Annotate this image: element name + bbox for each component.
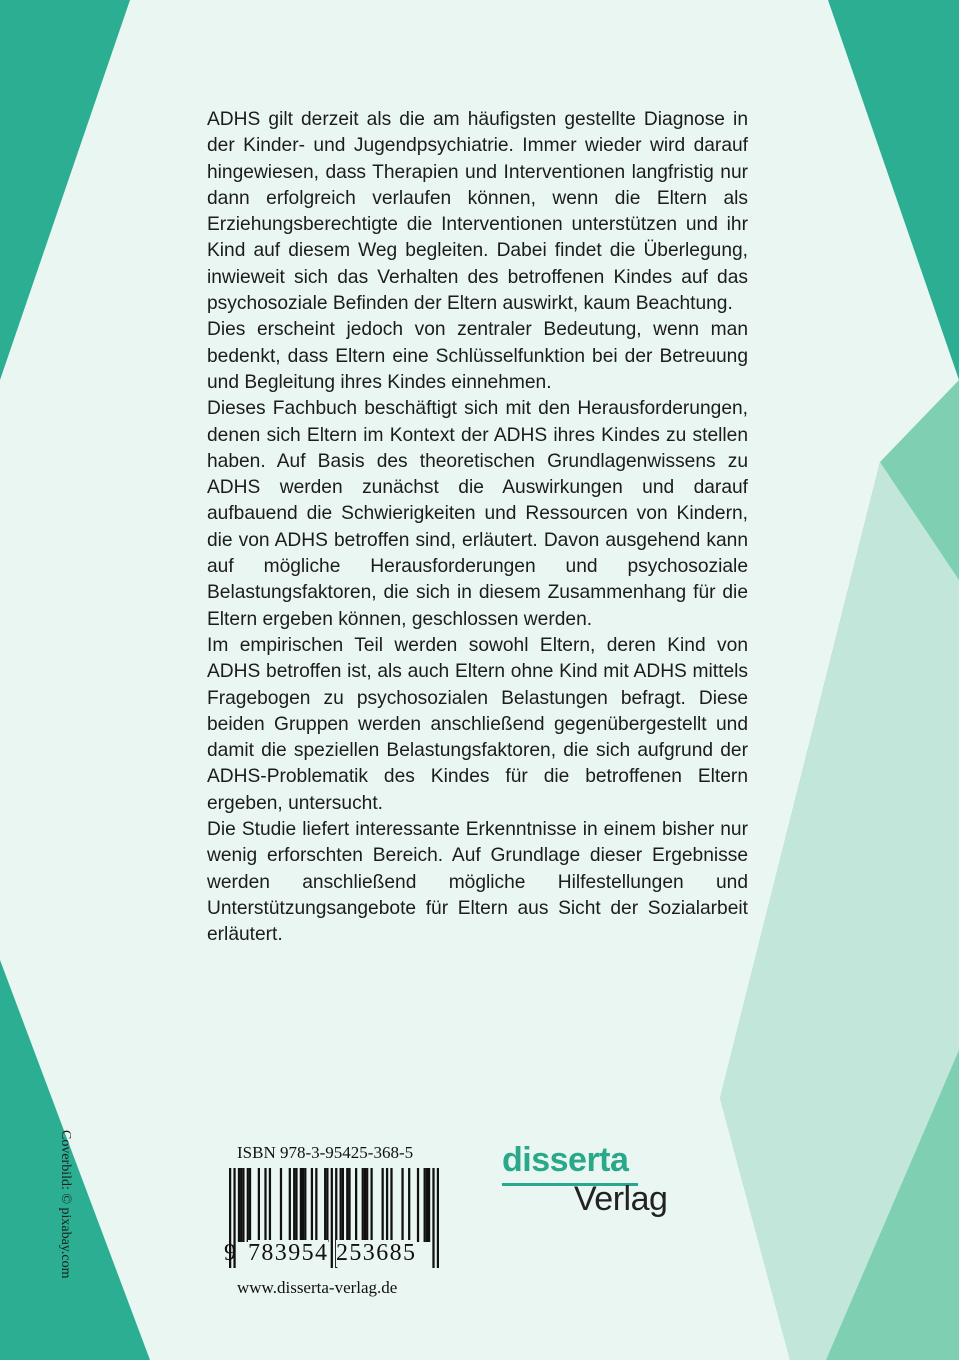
blurb-paragraph: Die Studie liefert interessante Erkenntnisse in einem bisher nur wenig erforschten Bereich. Auf Grundlage dieser Ergebnisse werden anschließend mögliche Hilfestellungen und Unterstützungsangebote für Eltern aus Sicht der Sozialarbeit erläutert.: [207, 819, 748, 946]
barcode-right-group: 253685: [336, 1240, 417, 1266]
isbn-label: ISBN 978-3-95425-368-5: [237, 1143, 414, 1162]
barcode-bar: [362, 1168, 364, 1242]
barcode-bar: [324, 1168, 326, 1242]
blurb-paragraph: Im empirischen Teil werden sowohl Eltern, deren Kind von ADHS betroffen ist, als auch Eltern ohne Kind mit ADHS mittels Fragebogen zu psychosozialen Belastungen befragt. Diese beiden Gruppen werden anschließend gegenübergestellt und damit die speziellen Belastungsfaktoren, die sich aufgrund der ADHS-Problematik des Kindes für die betroffenen Eltern ergeben, untersucht.: [207, 634, 748, 814]
publisher-logo-disserta: disserta: [502, 1141, 629, 1179]
barcode-bar: [258, 1168, 260, 1242]
barcode-bar: [342, 1168, 344, 1242]
cover-image-credit: Coverbild: © pixabay.com: [58, 1130, 73, 1279]
barcode-bar: [280, 1168, 282, 1242]
barcode-bar: [311, 1168, 313, 1242]
barcode-bar: [386, 1168, 388, 1242]
barcode-bar: [315, 1168, 317, 1242]
barcode-bar: [424, 1168, 426, 1242]
barcode-bar: [408, 1168, 410, 1242]
blurb-paragraph: Dies erscheint jedoch von zentraler Bedeutung, wenn man bedenkt, dass Eltern eine Schlüsselfunktion bei der Betreuung und Begleitung ihres Kindes einnehmen.: [207, 319, 748, 393]
barcode-bar: [340, 1168, 342, 1242]
back-cover-blurb: [207, 107, 748, 949]
barcode-first-digit: 9: [224, 1240, 236, 1266]
barcode-bar: [249, 1168, 251, 1242]
barcode-bar: [382, 1168, 384, 1242]
barcode-bar: [240, 1168, 242, 1242]
barcode-bar: [300, 1168, 302, 1242]
barcode-bar: [364, 1168, 366, 1242]
barcode-bar: [289, 1168, 291, 1242]
barcode-bar: [355, 1168, 357, 1242]
barcode-bar: [269, 1168, 271, 1242]
barcode-bar: [247, 1168, 249, 1242]
barcode-bar: [264, 1168, 266, 1242]
barcode-bar: [417, 1168, 419, 1242]
barcode-bar: [348, 1168, 350, 1242]
barcode-bar: [390, 1168, 392, 1242]
barcode-bar: [370, 1168, 372, 1242]
barcode-bar: [326, 1168, 328, 1242]
barcode-bar: [437, 1168, 439, 1268]
publisher-logo-verlag: Verlag: [574, 1180, 668, 1218]
barcode-bar: [302, 1168, 304, 1242]
barcode-bar: [295, 1168, 297, 1242]
barcode-bar: [238, 1168, 240, 1242]
barcode-bar: [366, 1168, 368, 1242]
barcode-bar: [304, 1168, 306, 1242]
barcode-left-group: 783954: [248, 1240, 329, 1266]
barcode-bar: [242, 1168, 244, 1242]
barcode-bar: [428, 1168, 430, 1242]
barcode-digits: [224, 1240, 434, 1270]
publisher-website[interactable]: www.disserta-verlag.de: [237, 1278, 398, 1297]
barcode-bar: [401, 1168, 403, 1242]
blurb-paragraph: ADHS gilt derzeit als die am häufigsten gestellte Diagnose in der Kinder- und Jugendpsychiatrie. Immer wieder wird darauf hingewiesen, dass Therapien und Interventionen langfristig nur dann erfolgreich verlaufen können, wenn die Eltern als Erziehungsberechtigte die Interventionen unterstützen und ihr Kind auf diesem Weg begleiten. Dabei findet die Überlegung, inwieweit sich das Verhalten des betroffenen Kindes auf das psychosoziale Befinden der Eltern auswirkt, kaum Beachtung.: [207, 109, 748, 315]
barcode-bar: [346, 1168, 348, 1242]
barcode-bar: [426, 1168, 428, 1242]
blurb-paragraph: Dieses Fachbuch beschäftigt sich mit den Herausforderungen, denen sich Eltern im Kontext der ADHS ihres Kindes zu stellen haben. Auf Basis des theoretischen Grundlagenwissens zu ADHS werden zunächst die Auswirkungen und darauf aufbauend die Schwierigkeiten und Ressourcen von Kindern, die von ADHS betroffen sind, erläutert. Davon ausgehend kann auf mögliche Herausforderungen und psychosoziale Belastungsfaktoren, die sich in diesem Zusammenhang für die Eltern ergeben können, geschlossen werden.: [207, 398, 748, 630]
barcode-bar: [293, 1168, 295, 1242]
